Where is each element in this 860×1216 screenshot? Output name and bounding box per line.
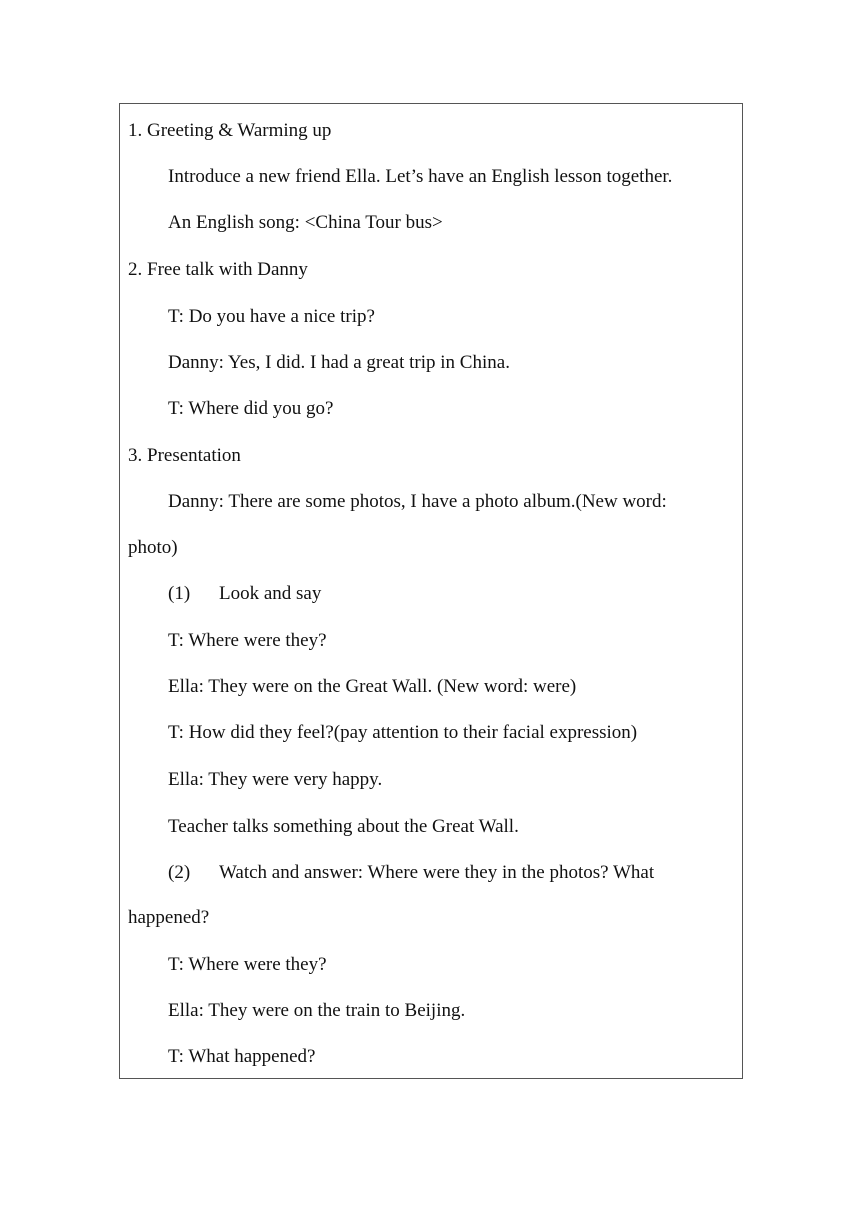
subsection-title: Look and say bbox=[219, 583, 322, 604]
subsection-number: (1) bbox=[168, 583, 191, 604]
subsection-number: (2) bbox=[168, 862, 191, 883]
section-heading-presentation: 3. Presentation bbox=[128, 445, 241, 466]
text-line: T: Where did you go? bbox=[168, 398, 334, 419]
subsection-title: Watch and answer: Where were they in the photos? What bbox=[219, 862, 655, 883]
section-heading-free-talk: 2. Free talk with Danny bbox=[128, 259, 308, 280]
text-line: Ella: They were on the train to Beijing. bbox=[168, 1000, 466, 1021]
subsection-look-and-say bbox=[168, 582, 321, 606]
text-line: An English song: <China Tour bus> bbox=[168, 212, 443, 233]
text-line: Teacher talks something about the Great Wall. bbox=[168, 816, 519, 837]
text-line: T: Do you have a nice trip? bbox=[168, 306, 375, 327]
text-line: Danny: Yes, I did. I had a great trip in China. bbox=[168, 352, 510, 373]
section-heading-greeting: 1. Greeting & Warming up bbox=[128, 120, 332, 141]
text-line: T: Where were they? bbox=[168, 630, 327, 651]
text-line: happened? bbox=[128, 907, 210, 928]
text-line: T: Where were they? bbox=[168, 954, 327, 975]
text-line: Ella: They were on the Great Wall. (New word: were) bbox=[168, 676, 577, 697]
subsection-watch-and-answer bbox=[168, 861, 654, 885]
text-line: T: What happened? bbox=[168, 1046, 316, 1067]
text-line: T: How did they feel?(pay attention to their facial expression) bbox=[168, 722, 638, 743]
text-line: Ella: They were very happy. bbox=[168, 769, 383, 790]
text-line: photo) bbox=[128, 537, 178, 558]
text-line: Introduce a new friend Ella. Let’s have an English lesson together. bbox=[168, 166, 673, 187]
text-line: Danny: There are some photos, I have a photo album.(New word: bbox=[168, 491, 667, 512]
